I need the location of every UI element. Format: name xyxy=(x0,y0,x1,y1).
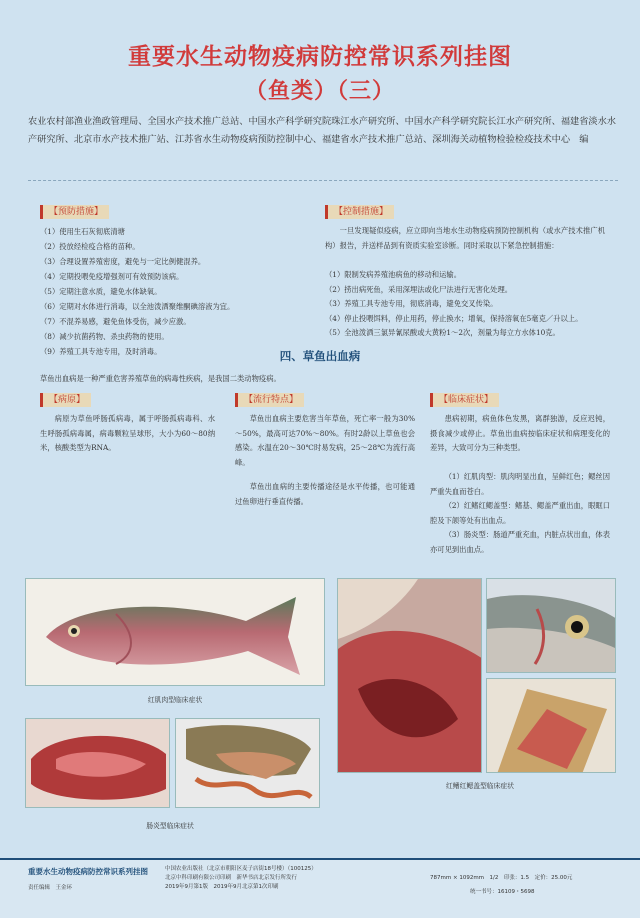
epidemic-text-1: 草鱼出血病主要危害当年草鱼，死亡率一般为30%～50%，最高可达70%～80%。有时2龄以上草鱼也会感染。水温在20～30℃时易发病，25～28℃为流行高峰。 xyxy=(235,414,415,467)
footer-pub-2: 北京中科印刷有限公司印刷 新华书店北京发行所发行 xyxy=(165,875,298,881)
photo-fish-head xyxy=(486,578,616,673)
fish-fin-icon xyxy=(487,679,616,773)
footer-series: 重要水生动物疫病防控常识系列挂图 xyxy=(28,867,148,876)
prevention-list xyxy=(40,224,310,359)
photo-fish-fin xyxy=(486,678,616,773)
list-item: （3）合理设置养殖密度，避免与一定比例健混养。 xyxy=(40,257,206,266)
footer-spec: 787mm × 1092mm 1/2 印张：1.5 定价：25.00元 xyxy=(430,875,573,881)
gill-cover-icon xyxy=(338,579,482,773)
poster-subtitle: （鱼类）（三） xyxy=(244,79,395,104)
disease-intro: 草鱼出血病是一种严重危害养殖草鱼的病毒性疾病，是我国二类动物疫病。 xyxy=(40,374,281,383)
list-item: （5）定期注意水质，避免水体缺氧。 xyxy=(40,287,162,296)
photo-red-gill-cover xyxy=(337,578,482,773)
authors-text: 农业农村部渔业渔政管理局、全国水产技术推广总站、中国水产科学研究院珠江水产研究所、中国水产科学研究院长江水产研究所、福建省淡水水产研究所、北京市水产技术推广站、江苏省水生动物疫病预防控制中心、福建省水产技术推广总站、深圳海关动植物检验检疫技术中心 编 xyxy=(28,116,616,145)
list-item: （2）投放经检疫合格的苗种。 xyxy=(40,242,140,251)
caption-intestine: 肠炎型临床症状 xyxy=(146,822,194,830)
fish-head-icon xyxy=(487,579,616,673)
list-item: （6）定期对水体进行消毒，以全池泼洒聚维酮碘溶液为宜。 xyxy=(40,302,235,311)
photo-intestine-1 xyxy=(25,718,170,808)
footer-pub-3: 2019年9月第1版 2019年9月北京第1次印刷 xyxy=(165,884,279,890)
prevention-label: 【预防措施】 xyxy=(40,205,109,219)
intestine-icon xyxy=(26,719,170,808)
fish-red-muscle-icon xyxy=(26,579,325,686)
footer xyxy=(0,858,640,918)
divider-top xyxy=(28,180,618,181)
list-item: （2）捞出病死鱼，采用深埋法或化尸法进行无害化处理。 xyxy=(325,284,513,294)
list-item: （4）停止投喂饵料，停止用药，停止换水；增氧，保持溶氧在5毫克／升以上。 xyxy=(325,313,583,323)
symptoms-text-4: （3）肠炎型：肠道严重充血，内脏点状出血，体表亦可见到出血点。 xyxy=(430,530,610,554)
control-intro: 一旦发现疑似疫病，应立即向当地水生动物疫病预防控制机构（或水产技术推广机构）报告，并送样品到有资质实验室诊断。同时采取以下紧急控制措施： xyxy=(325,226,605,250)
list-item: （8）减少抗菌药物、杀虫药物的使用。 xyxy=(40,332,169,341)
epidemic-label: 【流行特点】 xyxy=(235,393,304,407)
intestine-open-icon xyxy=(176,719,320,808)
caption-red-muscle: 红肌肉型临床症状 xyxy=(147,696,203,704)
cause-label: 【病原】 xyxy=(40,393,91,407)
photo-intestine-2 xyxy=(175,718,320,808)
footer-isbn: 统一书号：16109・5698 xyxy=(470,889,535,895)
epidemic-text-2: 草鱼出血病的主要传播途径是水平传播，也可能通过鱼卵进行垂直传播。 xyxy=(235,482,415,506)
symptoms-text-3: （2）红鳍红鳃盖型：鳍基、鳃盖严重出血，眼眶口腔及下颌等处有出血点。 xyxy=(430,501,610,525)
footer-editor: 责任编辑 王金环 xyxy=(28,885,73,891)
caption-red-fin: 红鳍红鳃盖型临床症状 xyxy=(446,782,514,790)
list-item: （5）全池泼洒三氯异氰尿酸或大黄粉1～2次，剂量为每立方水体10克。 xyxy=(325,328,560,337)
list-item: （9）养殖工具专池专用，及时消毒。 xyxy=(40,347,162,356)
control-label: 【控制措施】 xyxy=(325,205,394,219)
footer-pub-1: 中国农业出版社（北京市朝阳区麦子店街18号楼）（100125） xyxy=(165,866,317,872)
list-item: （3）养殖工具专池专用，彻底消毒，避免交叉传染。 xyxy=(325,299,498,308)
photo-red-muscle-fish xyxy=(25,578,325,686)
poster-title: 重要水生动物疫病防控常识系列挂图 xyxy=(128,44,512,70)
list-item: （4）定期投喂免疫增强剂可有效预防该病。 xyxy=(40,272,184,281)
control-list xyxy=(325,268,605,341)
list-item: （7）不混养易感，避免鱼体受伤，减少应激。 xyxy=(40,317,191,326)
symptoms-label: 【临床症状】 xyxy=(430,393,499,407)
list-item: （1）限制发病养殖池病鱼的移动和运输。 xyxy=(325,270,461,279)
symptoms-text-1: 患病初期，病鱼体色发黑，离群独游，反应迟钝，摄食减少或停止。草鱼出血病按临床症状和病理变化的差异，大致可分为三种类型。 xyxy=(430,414,610,452)
list-item: （1）使用生石灰彻底清塘 xyxy=(40,227,125,236)
cause-text: 病原为草鱼呼肠孤病毒，属于呼肠孤病毒科、水生呼肠孤病毒属，病毒颗粒呈球形，大小为60～80纳米，核酸类型为RNA。 xyxy=(40,414,215,452)
disease-title: 四、草鱼出血病 xyxy=(279,349,361,363)
symptoms-text-2: （1）红肌肉型：肌肉明显出血，呈鲜红色；鳃丝因严重失血而苍白。 xyxy=(430,472,610,496)
